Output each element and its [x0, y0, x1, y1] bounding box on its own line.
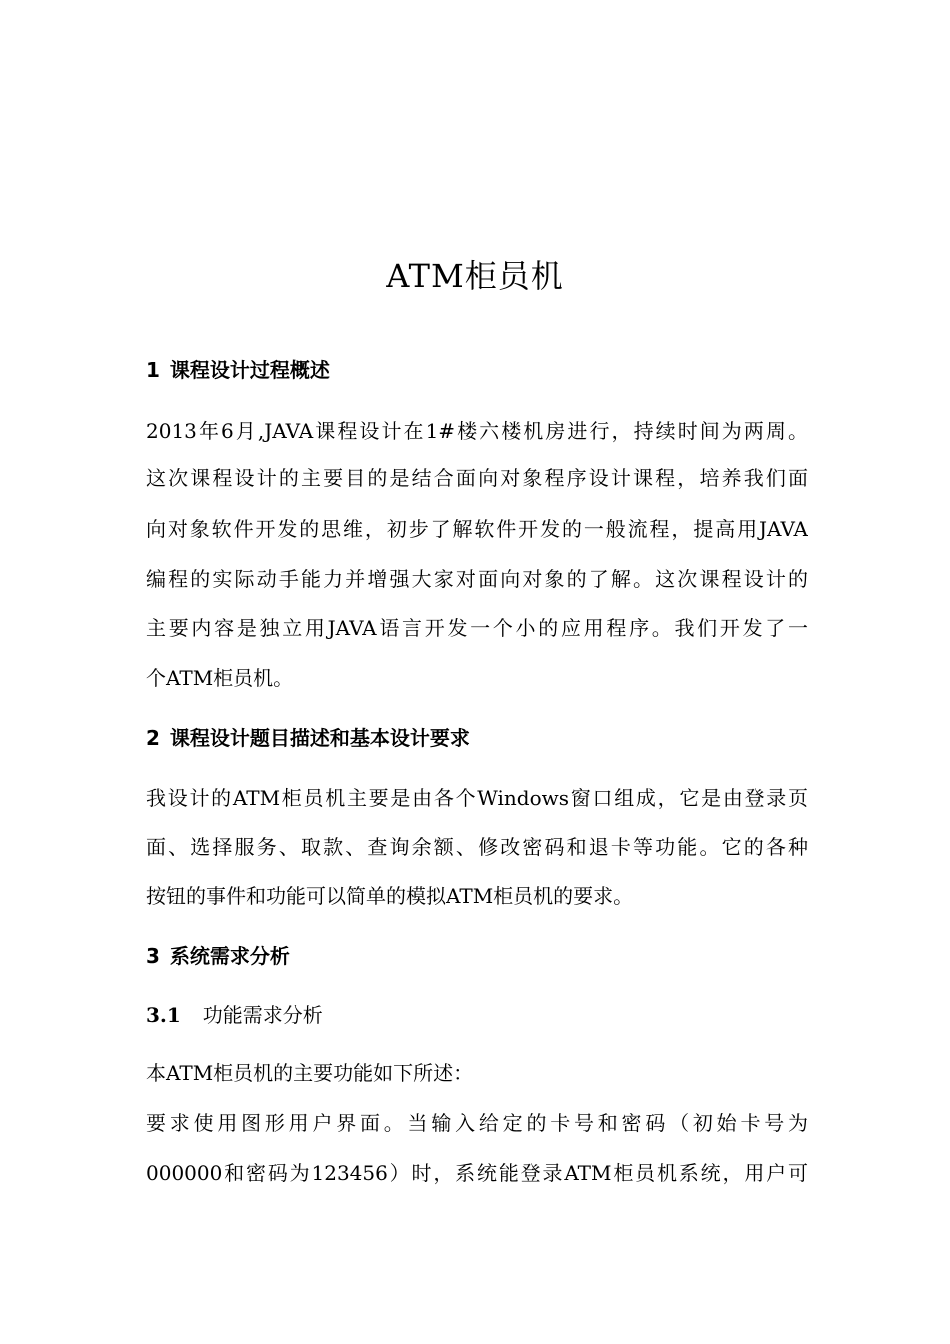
paragraph-line: 2013年6月,JAVA课程设计在1#楼六楼机房进行，持续时间为两周。	[146, 419, 808, 443]
paragraph-line: 编程的实际动手能力并增强大家对面向对象的了解。这次课程设计的	[146, 567, 808, 591]
paragraph-line: 按钮的事件和功能可以简单的模拟ATM柜员机的要求。	[146, 884, 634, 908]
paragraph-line: 要求使用图形用户界面。当输入给定的卡号和密码（初始卡号为	[146, 1111, 808, 1135]
paragraph-line: 面、选择服务、取款、查询余额、修改密码和退卡等功能。它的各种	[146, 835, 808, 859]
section-1-heading	[146, 355, 330, 385]
section-number: 3	[146, 944, 160, 968]
paragraph-line: 本ATM柜员机的主要功能如下所述：	[146, 1061, 474, 1085]
paragraph-line: 我设计的ATM柜员机主要是由各个Windows窗口组成，它是由登录页	[146, 786, 808, 810]
section-title: 系统需求分析	[169, 944, 290, 968]
paragraph-line: 向对象软件开发的思维，初步了解软件开发的一般流程，提高用JAVA	[146, 517, 808, 541]
section-3-heading	[146, 941, 290, 971]
section-2-heading	[146, 723, 470, 753]
section-number: 1	[146, 358, 160, 382]
section-title: 课程设计题目描述和基本设计要求	[169, 726, 470, 750]
document-title: ATM柜员机	[386, 257, 564, 295]
paragraph-line: 000000和密码为123456）时，系统能登录ATM柜员机系统，用户可	[146, 1161, 808, 1185]
subsection-3-1-heading	[146, 1000, 323, 1030]
paragraph-line: 主要内容是独立用JAVA语言开发一个小的应用程序。我们开发了一	[146, 616, 808, 640]
section-title: 课程设计过程概述	[169, 358, 330, 382]
paragraph-line: 这次课程设计的主要目的是结合面向对象程序设计课程，培养我们面	[146, 466, 808, 490]
subsection-number: 3.1	[146, 1003, 181, 1027]
subsection-title: 功能需求分析	[202, 1003, 323, 1027]
section-number: 2	[146, 726, 160, 750]
paragraph-line: 个ATM柜员机。	[146, 666, 294, 690]
